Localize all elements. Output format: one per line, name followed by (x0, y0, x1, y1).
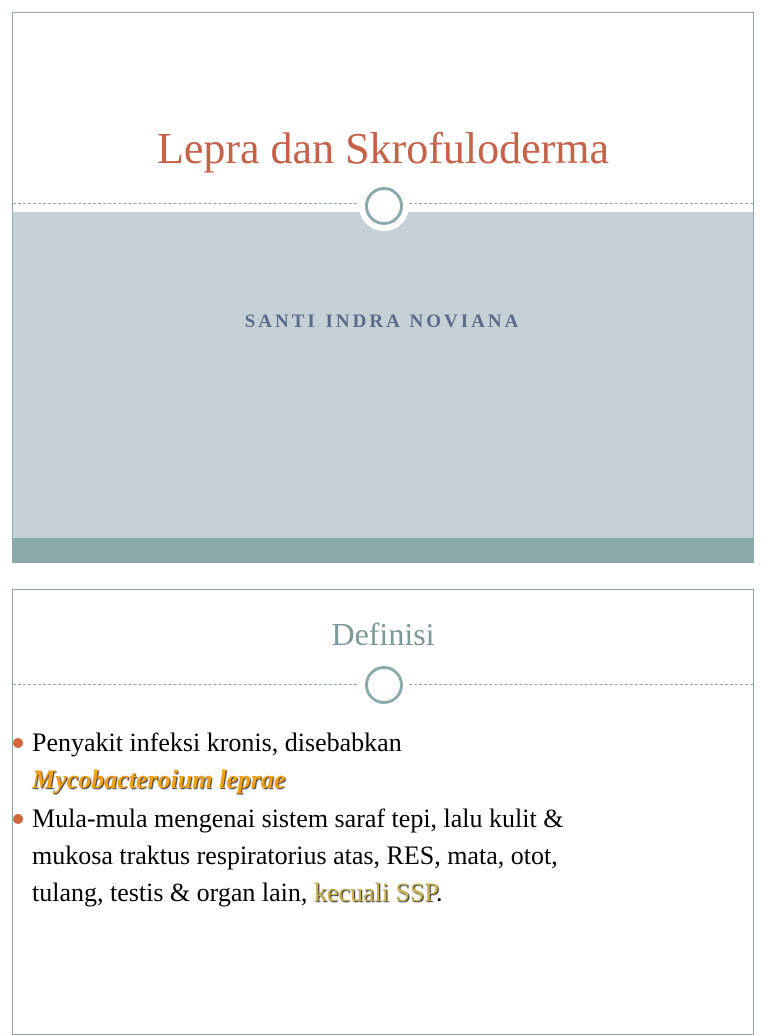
list-item (13, 724, 753, 798)
title-area (13, 13, 753, 208)
presenter-name: SANTI INDRA NOVIANA (244, 311, 522, 332)
highlight-term: Mycobacteroium leprae (32, 765, 286, 794)
ring-icon (365, 666, 403, 704)
bullet-text: . (435, 878, 443, 907)
divider-ornament (359, 660, 409, 710)
bullet-icon (13, 738, 23, 748)
bullet-text: Penyakit infeksi kronis, disebabkan (32, 728, 402, 757)
bullet-icon (13, 814, 23, 824)
definition-slide (12, 589, 754, 1035)
divider-ornament (359, 181, 409, 231)
bullet-text: Mula-mula mengenai sistem saraf tepi, lalu kulit & (32, 804, 564, 833)
list-item (13, 800, 753, 911)
title-slide (12, 12, 754, 563)
subtitle-band (13, 212, 753, 538)
slide-heading: Definisi (331, 616, 435, 652)
ring-icon (365, 187, 403, 225)
slide-title: Lepra dan Skrofuloderma (156, 124, 610, 173)
bullet-list (13, 724, 753, 913)
bullet-text: tulang, testis & organ lain, (32, 878, 314, 907)
bullet-text: mukosa traktus respiratorius atas, RES, mata, otot, (32, 841, 558, 870)
footer-band (13, 538, 753, 563)
highlight-term: kecuali SSP (313, 878, 436, 907)
